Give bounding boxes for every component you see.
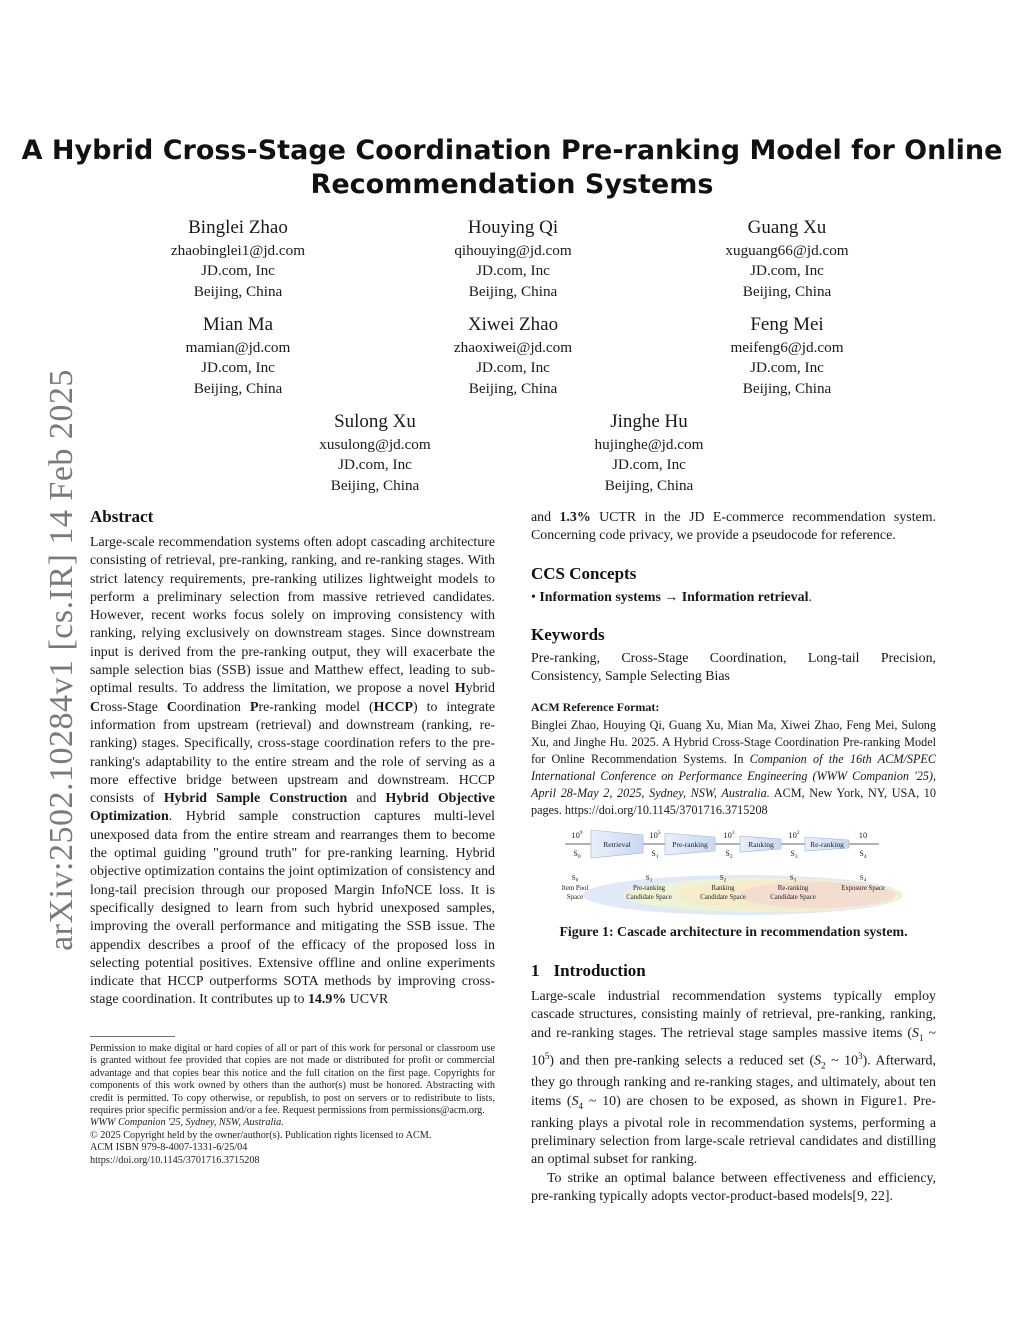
author-name: Mian Ma bbox=[202, 314, 274, 335]
author-location: Beijing, China bbox=[330, 476, 420, 494]
paper-title bbox=[0, 134, 1024, 202]
author-block bbox=[519, 410, 779, 496]
keywords-heading: Keywords bbox=[531, 624, 605, 644]
s-label-0: $S_0$ bbox=[573, 849, 581, 860]
count-s3: $10^2$ bbox=[788, 830, 800, 840]
author-block bbox=[657, 216, 917, 302]
author-block bbox=[245, 410, 505, 496]
count-s4: 10 bbox=[858, 830, 868, 840]
author-org: JD.com, Inc bbox=[338, 456, 412, 474]
author-email[interactable]: zhaobinglei1@jd.com bbox=[170, 242, 306, 259]
ccs-concepts: • Information systems → Information retrieval. bbox=[531, 589, 812, 605]
abstract-continuation: and 1.3% UCTR in the JD E-commerce recommendation system. Concerning code privacy, we provide a pseudocode for reference. bbox=[531, 510, 936, 544]
author-block bbox=[383, 313, 643, 399]
space-label-bottom-2: Candidate Space bbox=[700, 894, 746, 901]
introduction-section bbox=[531, 960, 936, 1206]
s-label-4: $S_4$ bbox=[859, 849, 867, 860]
author-block bbox=[108, 313, 368, 399]
space-label-top-1: Pre-ranking bbox=[632, 885, 666, 892]
hccp-acronym: HCCP bbox=[373, 699, 414, 715]
abstract-section bbox=[90, 506, 495, 1010]
stage-label-pre-ranking: Pre-ranking bbox=[672, 840, 708, 849]
author-org: JD.com, Inc bbox=[750, 359, 824, 377]
author-org: JD.com, Inc bbox=[476, 262, 550, 280]
count-s2: $10^3$ bbox=[723, 830, 735, 840]
author-location: Beijing, China bbox=[468, 379, 558, 397]
title-line-1: A Hybrid Cross-Stage Coordination Pre-ranking Model for Online bbox=[21, 135, 1003, 166]
acm-ref-text: Binglei Zhao, Houying Qi, Guang Xu, Mian Ma, Xiwei Zhao, Feng Mei, Sulong Xu, and Jinghe Hu. 2025. A Hybrid Cross-Stage Coordination Pre-ranking Model for Online Recommendation Systems. In Companion of the 16th ACM/SPEC International Conference on Performance Engineering (WWW Companion '25), April 28-May 2, 2025, Sydney, NSW, Australia. ACM, New York, NY, USA, 10 pages. https://doi.org/10.1145/3701716.3715208 bbox=[531, 717, 937, 817]
ccs-heading: CCS Concepts bbox=[531, 563, 637, 583]
acm-ref-heading: ACM Reference Format: bbox=[531, 700, 660, 715]
abstract-text: Large-scale recommendation systems often adopt cascading architecture consisting of retrieval, pre-ranking, ranking, and re-ranking stages. With strict latency requirements, pre-ranking utilizes lightweight models to perform a preliminary selection from massive retrieved candidates. However, recent works focus solely on improving consistency with ranking, relying exclusively on downstream stages. Since downstream input is derived from the pre-ranking output, they will exacerbate the sample selection bias (SSB) issue and Matthew effect, leading to sub-optimal results. To address the limitation, we propose a novel Hybrid Cross-Stage Coordination Pre-ranking model (HCCP) to integrate information from upstream (retrieval) and downstream (ranking, re-ranking) stages. Specifically, cross-stage coordination refers to the pre-ranking's adaptability to the entire stream and the role of serving as a more effective bridge between upstream and downstream. HCCP consists of Hybrid Sample Construction and Hybrid Objective Optimization. Hybrid sample construction captures multi-level unexposed data from the entire stream and rearranges them to become the optimal guiding "ground truth" for pre-ranking learning. Hybrid objective optimization contains the joint optimization of consistency and long-tail precision through our proposed Margin InfoNCE loss. It is specifically designed to learn from such hybrid unexposed samples, improving the overall performance and mitigating the SSB issue. The appendix describes a proof of the efficacy of the proposed loss in selecting potential positives. Extensive offline and online experiments indicate that HCCP outperforms SOTA methods by improving cross-stage coordination. It contributes up to 14.9% UCVR bbox=[90, 535, 496, 1008]
author-location: Beijing, China bbox=[193, 282, 283, 300]
introduction-paragraph-2: To strike an optimal balance between effectiveness and efficiency, pre-ranking typically adopts vector-product-based models[9, 22]. bbox=[531, 1170, 936, 1204]
author-location: Beijing, China bbox=[742, 379, 832, 397]
author-name: Jinghe Hu bbox=[610, 411, 688, 432]
author-org: JD.com, Inc bbox=[750, 262, 824, 280]
author-block bbox=[383, 216, 643, 302]
stage-label-retrieval: Retrieval bbox=[603, 840, 631, 849]
author-email[interactable]: xuguang66@jd.com bbox=[725, 242, 849, 259]
space-label-top-0: Item Pool bbox=[561, 885, 589, 892]
footnote-isbn: ACM ISBN 979-8-4007-1331-6/25/04 bbox=[90, 1142, 248, 1154]
author-block bbox=[108, 216, 368, 302]
space-label-bottom-1: Candidate Space bbox=[626, 894, 672, 901]
footnote-venue: WWW Companion '25, Sydney, NSW, Australia. bbox=[90, 1117, 284, 1129]
author-location: Beijing, China bbox=[468, 282, 558, 300]
author-location: Beijing, China bbox=[193, 379, 283, 397]
author-org: JD.com, Inc bbox=[201, 262, 275, 280]
author-location: Beijing, China bbox=[604, 476, 694, 494]
author-email[interactable]: qihouying@jd.com bbox=[454, 242, 572, 259]
abstract-heading: Abstract bbox=[90, 507, 154, 526]
count-s0: $10^9$ bbox=[571, 830, 583, 840]
space-s-3: $S_3$ bbox=[789, 874, 797, 884]
author-email[interactable]: hujinghe@jd.com bbox=[594, 436, 704, 453]
space-s-2: $S_2$ bbox=[719, 874, 727, 884]
author-email[interactable]: xusulong@jd.com bbox=[319, 436, 431, 453]
figure-caption: Figure 1: Cascade architecture in recommendation system. bbox=[559, 925, 908, 940]
stage-label-re-ranking: Re-ranking bbox=[810, 840, 844, 849]
space-label-top-2: Ranking bbox=[711, 885, 735, 892]
author-org: JD.com, Inc bbox=[201, 359, 275, 377]
introduction-heading: 1 Introduction bbox=[531, 961, 646, 980]
author-name: Xiwei Zhao bbox=[467, 314, 559, 335]
count-s1: $10^5$ bbox=[649, 830, 661, 840]
s-label-1: $S_1$ bbox=[651, 849, 659, 860]
space-label-top-3: Re-ranking bbox=[777, 885, 809, 892]
space-label-bottom-0: Space bbox=[566, 894, 584, 901]
space-s-0: $S_0$ bbox=[571, 874, 579, 884]
space-s-1: $S_1$ bbox=[645, 874, 653, 884]
s-label-2: $S_2$ bbox=[725, 849, 733, 860]
author-name: Sulong Xu bbox=[334, 411, 416, 432]
author-email[interactable]: meifeng6@jd.com bbox=[730, 339, 844, 356]
author-name: Feng Mei bbox=[750, 314, 824, 335]
keywords-text: Pre-ranking, Cross-Stage Coordination, Long-tail Precision, Consistency, Sample Selecting Bias bbox=[531, 650, 936, 685]
space-label-bottom-3: Candidate Space bbox=[770, 894, 816, 901]
stage-label-ranking: Ranking bbox=[748, 840, 774, 849]
title-line-2: Recommendation Systems bbox=[310, 169, 714, 200]
permission-footnote bbox=[90, 1036, 495, 1167]
author-block bbox=[657, 313, 917, 399]
author-name: Houying Qi bbox=[467, 217, 559, 238]
author-name: Binglei Zhao bbox=[188, 217, 288, 238]
arxiv-stamp: arXiv:2502.10284v1 [cs.IR] 14 Feb 2025 bbox=[43, 369, 80, 951]
permission-text: Permission to make digital or hard copies of all or part of this work for personal or classroom use is granted without fee provided that copies are not made or distributed for profit or commercial advantage and that copies bear this notice and the full citation on the first page. Copyrights for components of this work owned by others than the author(s) must be honored. Abstracting with credit is permitted. To copy otherwise, or republish, to post on servers or to redistribute to lists, requires prior specific permission and/or a fee. Request permissions from permissions@acm.org. bbox=[90, 1043, 495, 1117]
cascade-figure bbox=[557, 818, 909, 922]
space-s-4: $S_4$ bbox=[859, 874, 867, 884]
footnote-copyright: © 2025 Copyright held by the owner/author(s). Publication rights licensed to ACM. bbox=[90, 1129, 432, 1141]
right-column-top bbox=[531, 509, 936, 819]
introduction-paragraph-1: Large-scale industrial recommendation systems typically employ cascade structures, consisting mainly of retrieval, pre-ranking, ranking, and re-ranking stages. The retrieval stage samples massive items ($S_1$ ~ $10^5$) and then pre-ranking selects a reduced set ($S_2$ ~ $10^3$). Afterward, they go through ranking and re-ranking stages, and ultimately, about ten items ($S_4$ ~ 10) are chosen to be exposed, as shown in Figure1. Pre-ranking plays a pivotal role in recommendation systems, performing a preliminary selection from large-scale retrieval candidates and distilling an optimal subset for ranking. bbox=[531, 989, 936, 1168]
footnote-doi[interactable]: https://doi.org/10.1145/3701716.3715208 bbox=[90, 1154, 260, 1166]
author-email[interactable]: zhaoxiwei@jd.com bbox=[453, 339, 573, 356]
footnote-rule bbox=[90, 1036, 175, 1037]
space-label-top-4: Exposure Space bbox=[841, 885, 885, 892]
author-org: JD.com, Inc bbox=[612, 456, 686, 474]
s-label-3: $S_3$ bbox=[790, 849, 798, 860]
author-org: JD.com, Inc bbox=[476, 359, 550, 377]
author-name: Guang Xu bbox=[747, 217, 827, 238]
author-location: Beijing, China bbox=[742, 282, 832, 300]
author-email[interactable]: mamian@jd.com bbox=[185, 339, 291, 356]
